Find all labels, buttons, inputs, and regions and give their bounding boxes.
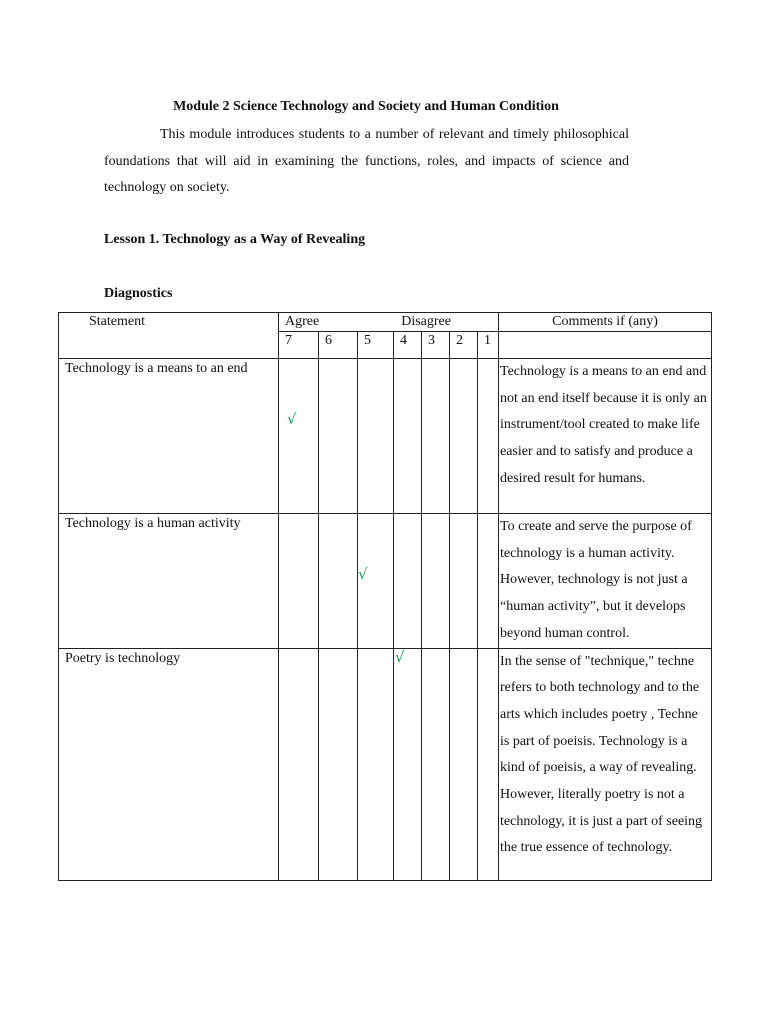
comments-header	[499, 313, 712, 332]
comments-header-spacer	[499, 332, 712, 359]
rating-cell-1	[478, 514, 499, 649]
check-mark-icon: √	[287, 410, 297, 428]
rating-cell-2	[450, 648, 478, 880]
scale-6: 6	[319, 332, 358, 359]
disagree-header-label: Disagree	[401, 314, 451, 329]
rating-cell-4	[394, 359, 422, 514]
rating-cell-7	[279, 514, 319, 649]
scale-7: 7	[279, 332, 319, 359]
scale-2: 2	[450, 332, 478, 359]
rating-cell-7	[279, 359, 319, 514]
comment-cell: To create and serve the purpose of technology is a human activity. However, technology is not just a “human activity”, but it develops beyond human control.	[499, 514, 712, 649]
diagnostics-table	[58, 312, 712, 881]
rating-cell-2	[450, 359, 478, 514]
rating-cell-6	[319, 514, 358, 649]
rating-cell-3	[422, 359, 450, 514]
rating-cell-6	[319, 359, 358, 514]
rating-cell-5	[358, 359, 394, 514]
rating-cell-7	[279, 648, 319, 880]
rating-cell-4	[394, 648, 422, 880]
agree-header-label: Agree	[285, 314, 320, 329]
scale-1: 1	[478, 332, 499, 359]
module-intro-paragraph: This module introduces students to a number of relevant and timely philosophical foundations that will aid in examining the functions, roles, and impacts of science and technology on society.	[104, 127, 629, 196]
scale-3: 3	[422, 332, 450, 359]
diagnostics-heading: Diagnostics	[104, 286, 173, 301]
table-header-row	[59, 313, 712, 332]
lesson-heading: Lesson 1. Technology as a Way of Revealing	[104, 232, 366, 247]
rating-cell-1	[478, 648, 499, 880]
comments-header-label: Comments if (any)	[552, 314, 658, 329]
comment-cell: Technology is a means to an end and not an end itself because it is only an instrument/tool created to make life easier and to satisfy and produce a desired result for humans.	[499, 359, 712, 514]
rating-cell-2	[450, 514, 478, 649]
rating-cell-3	[422, 648, 450, 880]
rating-cell-4	[394, 514, 422, 649]
statement-header	[59, 313, 279, 359]
check-mark-icon: √	[395, 647, 405, 666]
comment-cell: In the sense of "technique," techne refers to both technology and to the arts which includes poetry , Techne is part of poeisis. Technology is a kind of poeisis, a way of revealing. However, literally poetry is not a technology, it is just a part of seeing the true essence of technology.	[499, 648, 712, 880]
table-row	[59, 359, 712, 514]
scale-5: 5	[358, 332, 394, 359]
rating-cell-6	[319, 648, 358, 880]
table-row	[59, 648, 712, 880]
scale-4: 4	[394, 332, 422, 359]
rating-cell-5	[358, 514, 394, 649]
agreement-scale-header	[279, 313, 499, 332]
rating-cell-1	[478, 359, 499, 514]
module-title: Module 2 Science Technology and Society and Human Condition	[173, 99, 559, 114]
rating-cell-3	[422, 514, 450, 649]
statement-cell: Technology is a human activity	[59, 514, 279, 649]
statement-cell: Technology is a means to an end	[59, 359, 279, 514]
statement-header-label: Statement	[89, 314, 145, 329]
table-row	[59, 514, 712, 649]
check-mark-icon: √	[358, 565, 368, 583]
rating-cell-5	[358, 648, 394, 880]
statement-cell: Poetry is technology	[59, 648, 279, 880]
